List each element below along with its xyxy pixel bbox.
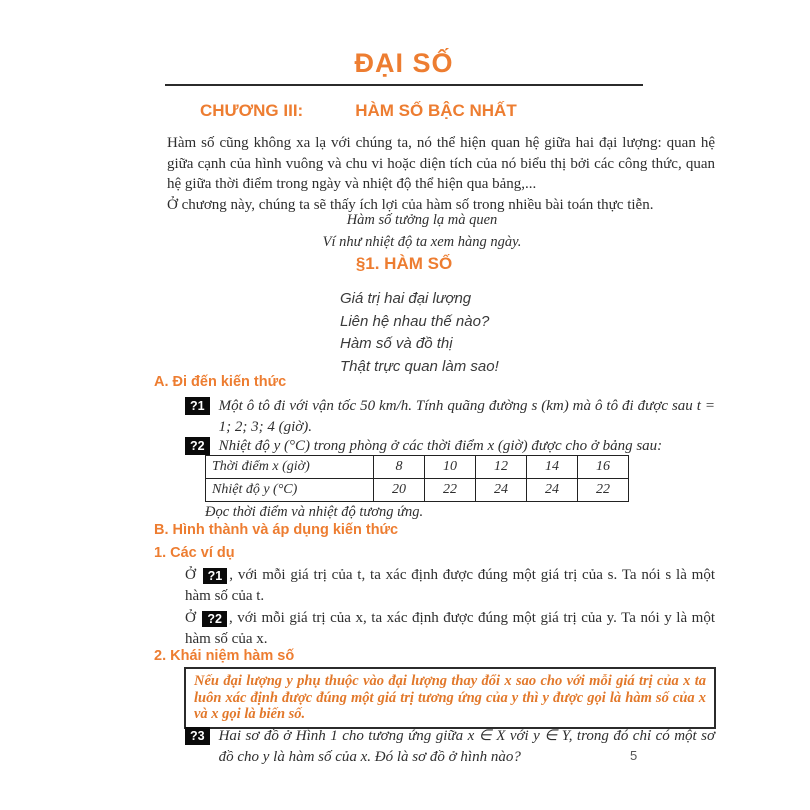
poem-line-4: Thật trực quan làm sao!: [340, 357, 499, 375]
example-1: [185, 565, 715, 606]
table-cell-label: Thời điểm x (giờ): [206, 456, 374, 479]
intro-paragraph-1: Hàm số cũng không xa lạ với chúng ta, nó thể hiện quan hệ giữa hai đại lượng: quan hệ giữa cạnh của hình vuông và chu vi hoặc diện tích của nó biểu thị bởi các công thức, quan hệ giữa thời điểm trong ngày và nhiệt độ thể hiện qua bảng,...: [167, 135, 715, 192]
poem-line-3: Hàm số và đồ thị: [340, 335, 453, 352]
intro-verses: [167, 210, 677, 253]
table-cell-value: 14: [527, 456, 578, 479]
table-cell-label: Nhiệt độ y (°C): [206, 479, 374, 502]
definition-box: Nếu đại lượng y phụ thuộc vào đại lượng thay đổi x sao cho với mỗi giá trị của x ta luôn xác định được đúng một giá trị tương ứng của y thì y được gọi là hàm số của x và x gọi là biến số.: [184, 667, 716, 729]
section1-heading: §1. HÀM SỐ: [355, 254, 453, 273]
intro-block: [167, 133, 715, 215]
question-2-text: Nhiệt độ y (°C) trong phòng ở các thời điểm x (giờ) được cho ở bảng sau:: [218, 438, 663, 454]
section1-poem: [340, 288, 499, 378]
section-b-sub2-heading: 2. Khái niệm hàm số: [154, 648, 295, 664]
question-1: [185, 396, 715, 437]
table-cell-value: 24: [527, 479, 578, 502]
table-cell-value: 22: [578, 479, 629, 502]
example-2-text: , với mỗi giá trị của x, ta xác định được đúng một giá trị của y. Ta nói y là một hàm số của x.: [185, 610, 715, 647]
section-a-heading: A. Đi đến kiến thức: [154, 374, 287, 390]
question-2: [185, 436, 715, 457]
question-3-badge: ?3: [185, 727, 210, 745]
example-2-prefix: Ở: [185, 610, 196, 626]
question-1-badge: ?1: [185, 397, 210, 415]
table-cell-value: 12: [476, 456, 527, 479]
table-caption: Đọc thời điểm và nhiệt độ tương ứng.: [205, 504, 424, 520]
page-title: ĐẠI SỐ: [354, 48, 454, 78]
section-b-heading: B. Hình thành và áp dụng kiến thức: [154, 522, 399, 538]
example-1-prefix: Ở: [185, 567, 196, 583]
example-1-badge: ?1: [203, 568, 228, 584]
example-1-text: , với mỗi giá trị của t, ta xác định được đúng một giá trị của s. Ta nói s là một hàm số của t.: [185, 567, 716, 604]
poem-line-1: Giá trị hai đại lượng: [340, 290, 472, 307]
table-cell-value: 24: [476, 479, 527, 502]
chapter-label: CHƯƠNG III:: [200, 101, 304, 120]
table-cell-value: 22: [425, 479, 476, 502]
question-3-text: Hai sơ đồ ở Hình 1 cho tương ứng giữa x ∈ X với y ∈ Y, trong đó chỉ có một sơ đồ cho y là hàm số của x. Đó là sơ đồ ở hình nào?: [218, 728, 715, 765]
page-number: 5: [630, 748, 638, 763]
question-1-text: Một ô tô đi với vận tốc 50 km/h. Tính quãng đường s (km) mà ô tô đi được sau t = 1; 2; 3; 4 (giờ).: [218, 398, 715, 435]
temperature-table: [205, 455, 629, 502]
verse-line-2: Ví như nhiệt độ ta xem hàng ngày.: [322, 233, 522, 250]
table-row-time: [206, 456, 629, 479]
table-cell-value: 20: [374, 479, 425, 502]
intro-paragraph-2: Ở chương này, chúng ta sẽ thấy ích lợi của hàm số trong nhiều bài toán thực tiễn.: [167, 196, 654, 213]
table-row-temperature: [206, 479, 629, 502]
question-2-badge: ?2: [185, 437, 210, 455]
example-2: [185, 608, 715, 649]
example-2-badge: ?2: [202, 611, 227, 627]
table-cell-value: 10: [425, 456, 476, 479]
chapter-heading: [200, 101, 517, 121]
section-b-sub1-heading: 1. Các ví dụ: [154, 545, 235, 561]
table-cell-value: 8: [374, 456, 425, 479]
poem-line-2: Liên hệ nhau thế nào?: [340, 312, 490, 330]
table-cell-value: 16: [578, 456, 629, 479]
chapter-title: HÀM SỐ BẬC NHẤT: [355, 101, 517, 120]
examples-block: [185, 565, 715, 651]
verse-line-1: Hàm số tưởng lạ mà quen: [346, 212, 498, 228]
page-header: [165, 48, 643, 86]
